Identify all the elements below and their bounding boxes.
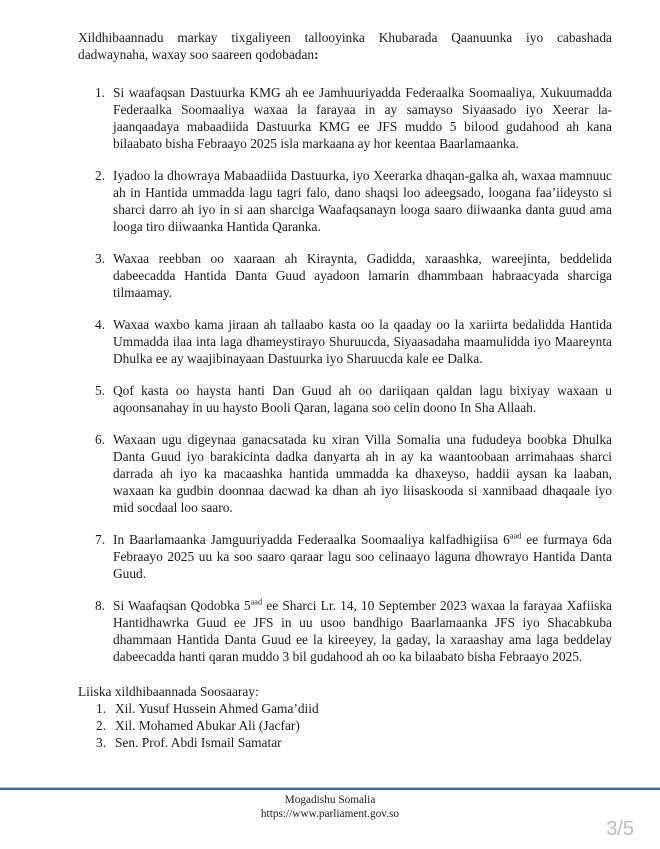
item-number: 4. bbox=[95, 317, 106, 332]
item-text: Si Waafaqsan Qodobka 5 bbox=[113, 598, 251, 613]
superscript-ordinal: aad bbox=[509, 531, 522, 541]
resolution-list bbox=[78, 84, 612, 665]
intro-paragraph bbox=[78, 29, 612, 63]
list-item bbox=[78, 316, 612, 367]
intro-text: Xildhibaannadu markay tixgaliyeen tallooyinka Khubarada Qaanuunka iyo cabashada dadwaynaha, waxay soo saareen qodobadan bbox=[78, 30, 612, 62]
item-number: 7. bbox=[95, 532, 106, 547]
list-item bbox=[78, 167, 612, 235]
intro-colon: : bbox=[314, 47, 319, 62]
item-text: In Baarlamaanka Jamguuriyadda Federaalka Soomaaliya kalfadhigiisa 6 bbox=[113, 532, 510, 547]
item-number: 1. bbox=[96, 701, 107, 716]
signatory-item bbox=[78, 734, 612, 751]
signatories-heading: Liiska xildhibaannada Soosaaray: bbox=[78, 684, 259, 699]
footer-url: https://www.parliament.gov.so bbox=[260, 808, 400, 820]
list-item bbox=[78, 84, 612, 152]
page-number-indicator: 3/5 bbox=[606, 818, 634, 840]
item-number: 5. bbox=[95, 383, 106, 398]
item-text: Waxaan ugu digeynaa ganacsatada ku xiran Villa Somalia una fududeya boobka Dhulka Danta Guud iyo barakicinta dadka danyarta ah in ay ka waantoobaan arrimahaas sharci darrada ah iyo ka macaashka hantida ummadda ka dhaxeyso, haddii aysan ka laaban, waxaan ka gudbin doonnaa dacwad ka dhan ah iyo liisaskooda si xannibaad dhaqaale iyo mid socdaal loo saaro. bbox=[113, 432, 612, 515]
signatory-name: Xil. Yusuf Hussein Ahmed Gama’diid bbox=[115, 701, 319, 716]
signatory-name: Xil. Mohamed Abukar Ali (Jacfar) bbox=[115, 718, 300, 733]
item-number: 2. bbox=[96, 718, 107, 733]
list-item bbox=[78, 531, 612, 582]
footer-location: Mogadishu Somalia bbox=[284, 794, 376, 806]
superscript-ordinal: aad bbox=[250, 597, 263, 607]
footer-divider bbox=[0, 787, 660, 790]
item-number: 3. bbox=[96, 735, 107, 750]
signatory-name: Sen. Prof. Abdi Ismail Samatar bbox=[115, 735, 282, 750]
signatories-list bbox=[78, 700, 612, 751]
item-text: ee furmaya 6da Febraayo 2025 uu ka soo saaro qaraar lagu soo celinaayo laguna dhowrayo Hantida Danta Guud. bbox=[113, 532, 612, 581]
item-text: Waxaa reebban oo xaaraan ah Kiraynta, Gadidda, xaraashka, wareejinta, beddelida dabeecadda Hantida Danta Guud ayadoon lamarin dhammbaan habraacyada sharciga tilmaamay. bbox=[113, 251, 612, 300]
item-text: Waxaa waxbo kama jiraan ah tallaabo kasta oo la qaaday oo la xariirta bedalidda Hantida Ummadda ilaa inta laga dhameystirayo Shuruucda, Siyaasadaha maamulidda iyo Maareynta Dhulka ee ay waajibinayaan Dastuurka iyo Sharuucda kale ee Dalka. bbox=[113, 317, 612, 366]
item-text: Qof kasta oo haysta hanti Dan Guud ah oo dariiqaan qaldan lagu bixiyay waxaan u aqoonsanahay in uu haysto Booli Qaran, lagana soo celin doono In Sha Allaah. bbox=[113, 383, 612, 415]
document-content bbox=[78, 29, 612, 751]
signatory-item bbox=[78, 717, 612, 734]
item-number: 1. bbox=[95, 85, 106, 100]
page-footer bbox=[0, 793, 660, 821]
list-item bbox=[78, 597, 612, 665]
footer-divider-thick-line bbox=[0, 788, 660, 790]
item-number: 6. bbox=[95, 432, 106, 447]
list-item bbox=[78, 431, 612, 516]
list-item bbox=[78, 382, 612, 416]
item-text: ee Sharci Lr. 14, 10 September 2023 waxaa la farayaa Xafiiska Hantidhawrka Guud ee JFS in uu usoo bandhigo Baarlamaanka JFS iyo Shacabkuba dhammaan Hantida Danta Guud ee la kireeyey, la gaday, la xaraashay ama laga beddelay dabeecadda hanti qaran muddo 3 bil gudahood ah oo ka bilaabato bisha Febraayo 2025. bbox=[113, 598, 612, 664]
signatory-item bbox=[78, 700, 612, 717]
item-number: 2. bbox=[95, 168, 106, 183]
item-number: 8. bbox=[95, 598, 106, 613]
list-item bbox=[78, 250, 612, 301]
item-number: 3. bbox=[95, 251, 106, 266]
item-text: Iyadoo la dhowraya Mabaadiida Dastuurka, iyo Xeerarka dhaqan-galka ah, waxaa mamnuuc ah in Hantida ummadda lagu tagri falo, dano shaqsi loo adeegsado, loogana faa’iideysto si sharci darro ah iyo in si aan sharciga Waafaqsanayn looga saaro diiwaanka danta guud ama looga tiro diiwaanka Hantida Qaranka. bbox=[113, 168, 612, 234]
item-text: Si waafaqsan Dastuurka KMG ah ee Jamhuuriyadda Federaalka Soomaaliya, Xukuumadda Federaalka Soomaaliya waxaa la farayaa in ay samayso Siyaasado iyo Xeerar la-jaanqaadaya mabaadiida Dastuurka KMG ee JFS muddo 5 bilood gudahood ah kana bilaabato bisha Febraayo 2025 isla markaana ay hor keentaa Baarlamaanka. bbox=[113, 85, 612, 151]
